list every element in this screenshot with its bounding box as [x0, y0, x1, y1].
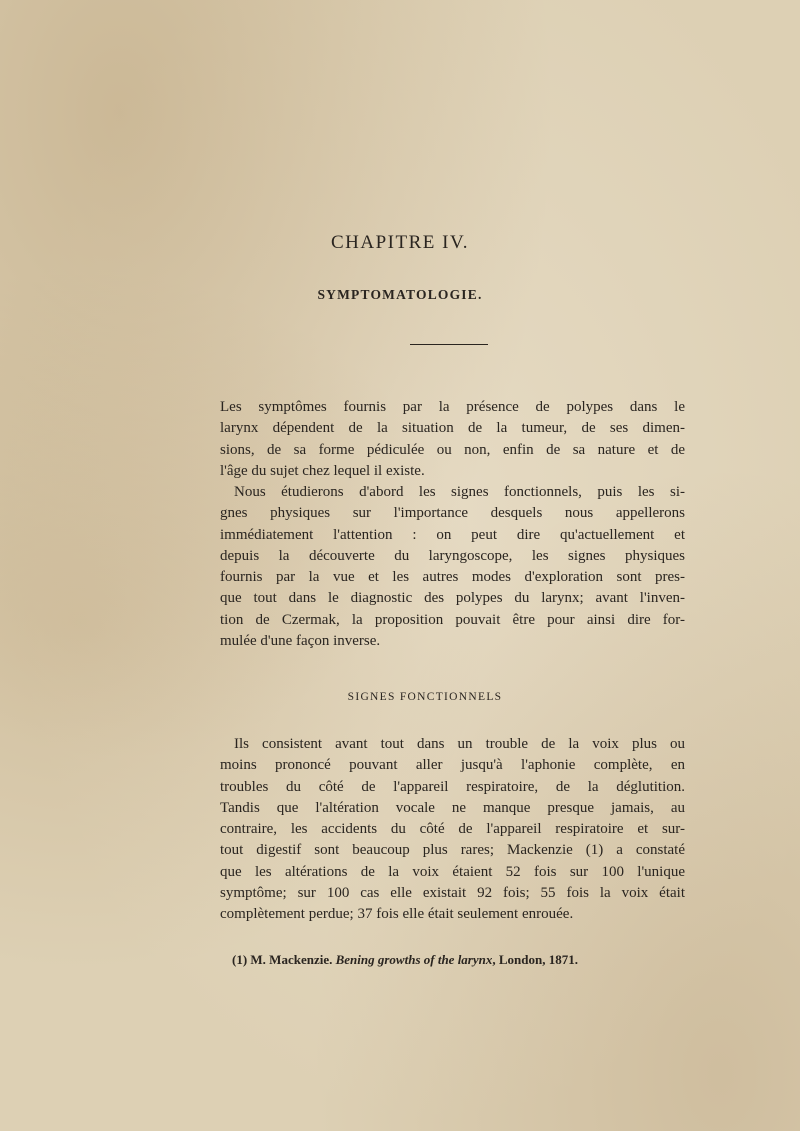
section-title: SYMPTOMATOLOGIE. — [317, 287, 483, 302]
paragraph-line: l'âge du sujet chez lequel il existe. — [220, 462, 425, 479]
paragraph-line: mulée d'une façon inverse. — [220, 633, 381, 650]
paragraph-line: contraire, les accidents du côté de l'appareil respiratoire et sur- — [220, 821, 685, 838]
footnote-suffix: , London, 1871. — [492, 952, 578, 967]
paragraph-line: complètement perdue; 37 fois elle était seulement enrouée. — [220, 906, 574, 923]
paragraph-line: troubles du côté de l'appareil respiratoire, de la déglutition. — [220, 778, 685, 795]
paragraph-line: depuis la découverte du laryngoscope, les signes physiques — [220, 547, 685, 564]
paragraph-line: larynx dépendent de la situation de la tumeur, de ses dimen- — [220, 420, 685, 437]
paragraph-line: symptôme; sur 100 cas elle existait 92 fois; 55 fois la voix était — [220, 885, 685, 902]
paragraph-line: sions, de sa forme pédiculée ou non, enfin de sa nature et de — [220, 441, 685, 458]
paragraph-line: tion de Czermak, la proposition pouvait être pour ainsi dire for- — [220, 611, 685, 628]
paragraph-line: gnes physiques sur l'importance desquels nous appellerons — [220, 505, 685, 522]
paragraph-2 — [220, 482, 685, 652]
footnote-book-title: Bening growths of the larynx — [335, 952, 493, 967]
paragraph-line: que tout dans le diagnostic des polypes du larynx; avant l'inven- — [220, 590, 685, 607]
subsection-heading: SIGNES FONCTIONNELS — [347, 691, 503, 703]
paragraph-line: tout digestif sont beaucoup plus rares; Mackenzie (1) a constaté — [220, 842, 685, 859]
paragraph-3 — [220, 734, 685, 926]
footnote — [232, 952, 578, 968]
paragraph-line: Ils consistent avant tout dans un trouble de la voix plus ou — [234, 736, 685, 752]
paragraph-line: immédiatement l'attention : on peut dire qu'actuellement et — [220, 526, 685, 543]
title-divider — [410, 344, 488, 345]
chapter-title: CHAPITRE IV. — [331, 232, 469, 253]
paragraph-line: Les symptômes fournis par la présence de polypes dans le — [220, 399, 685, 415]
paragraph-line: moins prononcé pouvant aller jusqu'à l'aphonie complète, en — [220, 757, 685, 774]
paragraph-line: Tandis que l'altération vocale ne manque presque jamais, au — [220, 799, 685, 816]
footnote-prefix: (1) M. Mackenzie. — [232, 952, 336, 967]
paragraph-line: fournis par la vue et les autres modes d'exploration sont pres- — [220, 569, 685, 586]
paragraph-line: Nous étudierons d'abord les signes fonctionnels, puis les si- — [234, 484, 685, 500]
paragraph-1 — [220, 397, 685, 482]
paragraph-line: que les altérations de la voix étaient 52 fois sur 100 l'unique — [220, 863, 685, 880]
